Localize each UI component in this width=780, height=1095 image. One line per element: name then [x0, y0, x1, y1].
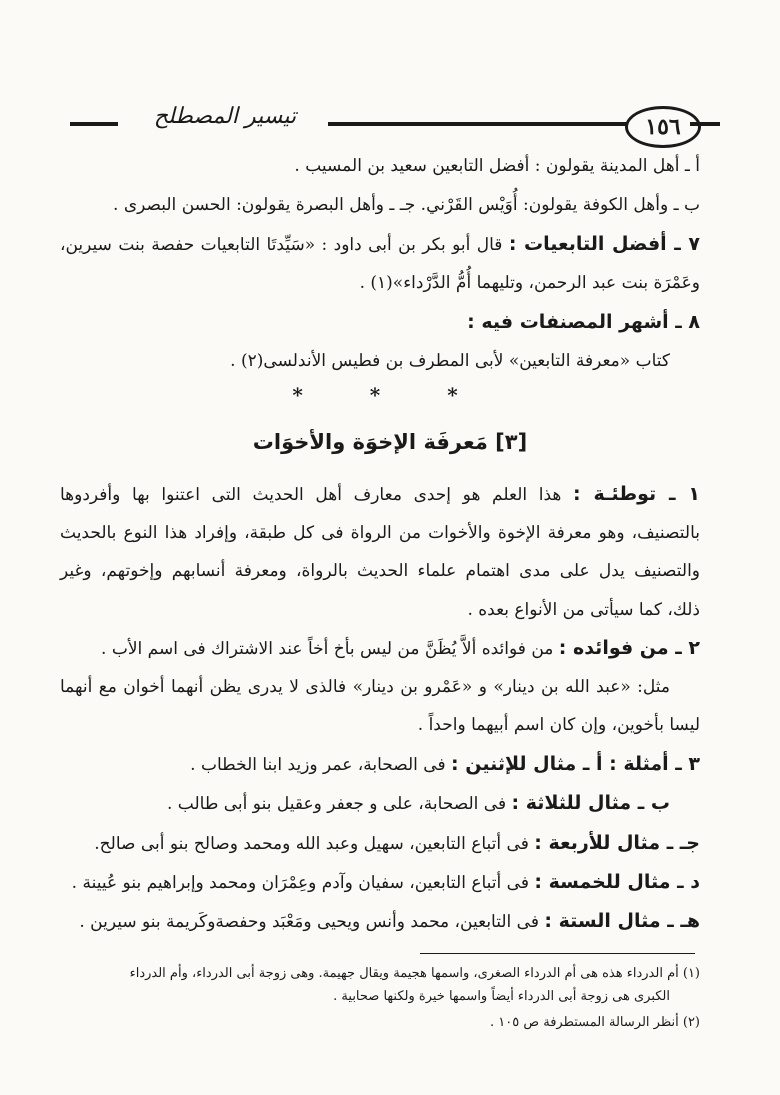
text-line: والتصنيف يدل على مدى اهتمام علماء الحديث بالرواة، ومعرفة أنسابهم وإخوتهم، وغير	[60, 561, 700, 581]
text-line: ذلك، كما سيأتى من الأنواع بعده .	[467, 600, 700, 620]
text-line: ٣ ـ أمثلة : أ ـ مثال للإثنين : فى الصحابة، عمر وزيد ابنا الخطاب .	[190, 753, 700, 775]
section-separator-stars: * * *	[292, 383, 488, 407]
text-line: ليسا بأخوين، وإن كان اسم أبيهما واحداً .	[417, 715, 700, 735]
text-line: ١ ـ توطئـة : هذا العلم هو إحدى معارف أهل الحديث التى اعتنوا بها وأفردوها	[60, 483, 700, 505]
text-line: هـ ـ مثال الستة : فى التابعين، محمد وأنس ويحيى ومَعْبَد وحفصةوكَريمة بنو سيرين .	[79, 910, 700, 932]
header-rule-middle	[328, 122, 628, 126]
text-line: ٨ ـ أشهر المصنفات فيه :	[467, 311, 700, 333]
text-line: ٢ ـ من فوائده : من فوائده ألاَّ يُظَنَّ من ليس بأخ أخاً عند الاشتراك فى اسم الأب .	[101, 637, 700, 659]
text-line: جـ ـ مثال للأربعة : فى أتباع التابعين، سهيل وعبد الله ومحمد وصالح بنو أبى صالح.	[94, 832, 700, 854]
footnote-rule	[420, 953, 695, 954]
text-line: د ـ مثال للخمسة : فى أتباع التابعين، سفيان وآدم وعِمْرَان ومحمد وإبراهيم بنو عُيينة .	[71, 871, 700, 893]
footnote: الكبرى هى زوجة أبى الدرداء أيضاً واسمها خيرة ولكنها صحابية .	[333, 989, 670, 1004]
text-line: أ ـ أهل المدينة يقولون : أفضل التابعين سعيد بن المسيب .	[294, 156, 700, 176]
text-line: بالتصنيف، وهو معرفة الإخوة والأخوات من الرواة فى كل طبقة، وإفراد هذا النوع بالحديث	[60, 523, 700, 543]
text-line: ب ـ وأهل الكوفة يقولون: أُوَيْس القَرْني. جـ ـ وأهل البصرة يقولون: الحسن البصرى .	[113, 195, 700, 215]
text-line: ب ـ مثال للثلاثة : فى الصحابة، على و جعفر وعقيل بنو أبى طالب .	[166, 792, 670, 814]
page-number: ١٥٦	[625, 106, 701, 148]
text-line: وعَمْرَة بنت عبد الرحمن، وتليهما أُمُّ الدَّرْداء»(١) .	[359, 273, 700, 293]
section-title: [٣] مَعرفَة الإخوَة والأخوَات	[252, 430, 528, 454]
page-header	[70, 100, 710, 150]
header-rule-left	[70, 122, 118, 126]
book-title: تيسير المصطلح	[153, 104, 297, 129]
text-line: كتاب «معرفة التابعين» لأبى المطرف بن فطيس الأندلسى(٢) .	[230, 351, 670, 371]
text-line: ٧ ـ أفضل التابعيات : قال أبو بكر بن أبى داود : «سَيِّدتَا التابعيات حفصة بنت سيرين،	[60, 233, 700, 255]
header-rule-right	[690, 122, 720, 126]
text-line: مثل: «عبد الله بن دينار» و «عَمْرو بن دينار» فالذى لا يدرى يظن أنهما أخوان مع أنهما	[60, 677, 670, 697]
footnote: (١) أم الدرداء هذه هى أم الدرداء الصغرى، واسمها هجيمة ويقال جهيمة. وهى زوجة أبى الدرداء، وأم الدرداء	[129, 966, 700, 981]
footnote: (٢) أنظر الرسالة المستطرفة ص ١٠٥ .	[490, 1015, 700, 1030]
